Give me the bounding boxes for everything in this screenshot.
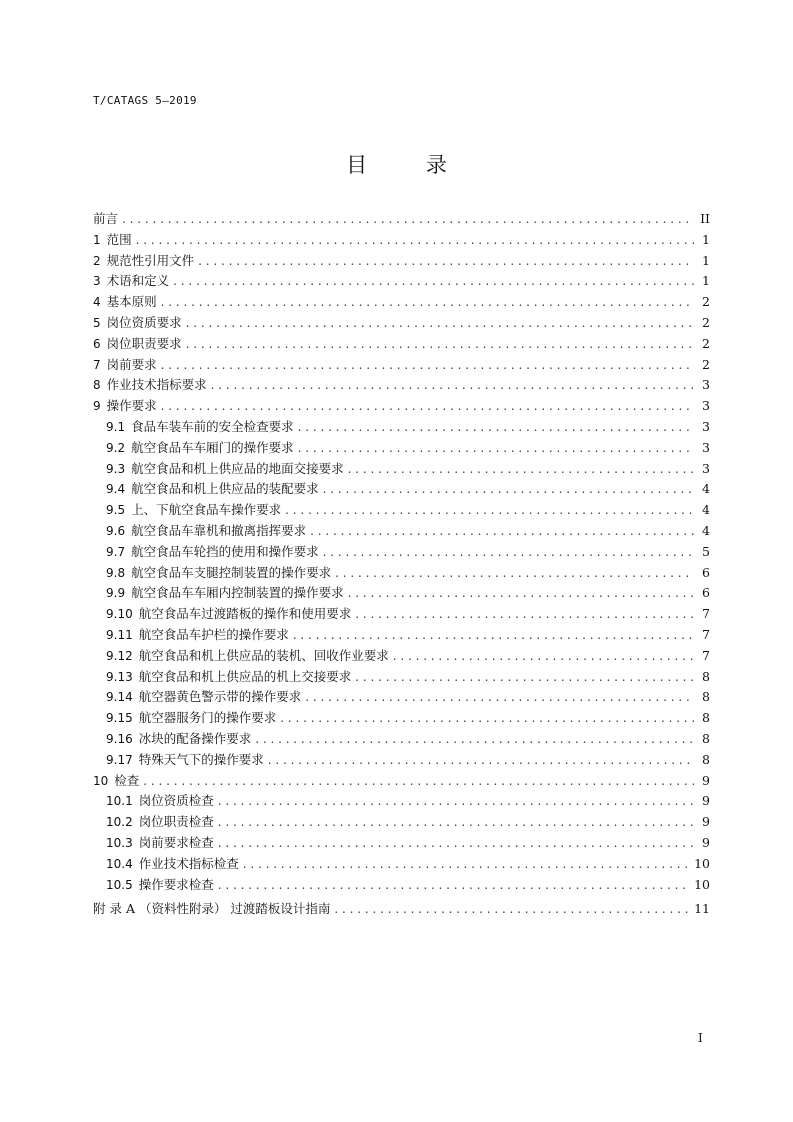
toc-entry[interactable]: [93, 646, 710, 667]
toc-entry-number: 9.8: [106, 565, 126, 580]
toc-dot-leader: [293, 625, 694, 646]
toc-dot-leader: [280, 708, 694, 729]
toc-entry-label: 食品车装车前的安全检查要求: [131, 418, 294, 434]
toc-entry-number: 10.5: [106, 877, 133, 892]
toc-entry-label: 航空食品和机上供应品的地面交接要求: [131, 460, 344, 476]
toc-entry[interactable]: [93, 313, 710, 334]
toc-entry[interactable]: [93, 521, 710, 542]
toc-dot-leader: [335, 563, 694, 584]
toc-dot-leader: [298, 438, 694, 459]
toc-dot-leader: [173, 271, 694, 292]
toc-entry-label: 航空食品和机上供应品的装配要求: [131, 481, 319, 497]
toc-appendix-label: 附 录 A （资料性附录） 过渡踏板设计指南: [93, 901, 331, 917]
toc-dot-leader: [122, 209, 694, 230]
toc-entry[interactable]: [93, 667, 710, 688]
toc-entry-label: 作业技术指标检查: [138, 855, 239, 871]
toc-dot-leader: [218, 791, 694, 812]
toc-entry-number: 9.6: [106, 523, 126, 538]
toc-entry-number: 4: [93, 295, 101, 310]
toc-entry-page: 4: [702, 481, 710, 497]
toc-entry[interactable]: [93, 209, 710, 230]
toc-entry-number: 9.12: [106, 648, 133, 663]
toc-entry-label: 基本原则: [106, 294, 157, 310]
toc-entry-page: 8: [702, 710, 710, 726]
toc-entry-number: 9.7: [106, 544, 126, 559]
table-of-contents: [93, 209, 710, 920]
toc-entry-label: 岗位职责要求: [106, 335, 182, 351]
toc-entry-page: 4: [702, 502, 710, 518]
toc-entry-label: 航空食品车车厢门的操作要求: [131, 439, 294, 455]
toc-entry-label: 航空食品和机上供应品的装机、回收作业要求: [138, 647, 389, 663]
toc-entry-page: 2: [702, 356, 710, 372]
toc-entry[interactable]: [93, 750, 710, 771]
toc-entry[interactable]: [93, 500, 710, 521]
toc-entry[interactable]: [93, 833, 710, 854]
toc-entry-number: 10.1: [106, 794, 133, 809]
toc-entry-page: 2: [702, 314, 710, 330]
toc-entry[interactable]: [93, 563, 710, 584]
toc-dot-leader: [393, 646, 694, 667]
toc-entry-page: 1: [702, 252, 710, 268]
toc-entry-label: 操作要求: [106, 398, 157, 414]
toc-entry-number: 9.2: [106, 440, 126, 455]
toc-entry-label: 航空器黄色警示带的操作要求: [138, 689, 302, 705]
toc-entry-number: 9: [93, 399, 101, 414]
toc-entry-page: 9: [702, 793, 710, 809]
toc-entry-page: 6: [702, 585, 710, 601]
toc-entry-label: 岗位资质检查: [138, 793, 214, 809]
toc-entry-page: 7: [702, 626, 710, 642]
toc-dot-leader: [136, 230, 694, 251]
toc-entry-page: 9: [702, 814, 710, 830]
toc-entry-number: 1: [93, 232, 101, 247]
toc-entry-number: 9.9: [106, 586, 126, 601]
toc-entry[interactable]: [93, 251, 710, 272]
toc-dot-leader: [211, 375, 694, 396]
toc-entry-page: 9: [702, 834, 710, 850]
toc-entry-page: 1: [702, 231, 710, 247]
toc-entry-page: 9: [702, 772, 710, 788]
toc-entry-label: 航空食品和机上供应品的机上交接要求: [138, 668, 352, 684]
toc-dot-leader: [305, 687, 694, 708]
toc-entry-number: 9.10: [106, 607, 133, 622]
toc-entry[interactable]: [93, 854, 710, 875]
toc-dot-leader: [285, 500, 694, 521]
toc-entry[interactable]: [93, 459, 710, 480]
toc-entry-number: 8: [93, 378, 101, 393]
toc-entry[interactable]: [93, 729, 710, 750]
toc-dot-leader: [323, 479, 694, 500]
toc-entry-number: 10: [93, 773, 109, 788]
document-header: T/CATAGS 5—2019: [93, 94, 197, 107]
toc-entry-number: 10.2: [106, 815, 133, 830]
toc-entry-label: 术语和定义: [106, 273, 170, 289]
toc-entry[interactable]: [93, 875, 710, 896]
toc-entry-label: 岗位职责检查: [138, 814, 214, 830]
toc-entry-number: 5: [93, 315, 101, 330]
toc-entry-number: 9.16: [106, 731, 133, 746]
toc-entry-label: 操作要求检查: [138, 876, 214, 892]
toc-entry-page: 2: [702, 335, 710, 351]
toc-entry-label: 航空食品车护栏的操作要求: [138, 626, 289, 642]
toc-entry-page: 4: [702, 522, 710, 538]
toc-entry-page: 5: [702, 543, 710, 559]
toc-entry-page: 3: [702, 398, 710, 414]
toc-entry-label: 前言: [93, 211, 119, 226]
toc-entry[interactable]: [93, 355, 710, 376]
toc-entry[interactable]: [93, 542, 710, 563]
toc-dot-leader: [161, 355, 694, 376]
toc-entry-label: 岗前要求: [106, 356, 157, 372]
toc-entry[interactable]: [93, 438, 710, 459]
toc-entry[interactable]: [93, 375, 710, 396]
toc-entry-label: 岗前要求检查: [138, 834, 214, 850]
toc-entry-number: 9.14: [106, 690, 133, 705]
toc-entry[interactable]: [93, 230, 710, 251]
toc-entry-label: 航空食品车靠机和撤离指挥要求: [131, 522, 307, 538]
toc-entry-label: 上、下航空食品车操作要求: [131, 502, 282, 518]
toc-entry-page: 10: [694, 855, 710, 871]
toc-entry-page: 8: [702, 751, 710, 767]
toc-dot-leader: [323, 542, 694, 563]
toc-entry-page: 3: [702, 377, 710, 393]
toc-entry-number: 7: [93, 357, 101, 372]
toc-entry-number: 9.1: [106, 419, 126, 434]
toc-entry[interactable]: [93, 812, 710, 833]
toc-entry-page: 2: [702, 294, 710, 310]
toc-entry-page: 6: [702, 564, 710, 580]
toc-dot-leader: [186, 313, 694, 334]
toc-entry[interactable]: [93, 292, 710, 313]
toc-entry-number: 9.13: [106, 669, 133, 684]
toc-entry-page: 3: [702, 439, 710, 455]
toc-entry-label: 特殊天气下的操作要求: [138, 751, 264, 767]
toc-entry-page: 10: [694, 876, 710, 892]
toc-entry[interactable]: [93, 687, 710, 708]
toc-dot-leader: [348, 459, 694, 480]
toc-entry-page: 8: [702, 689, 710, 705]
toc-entry-page: 7: [702, 647, 710, 663]
toc-dot-leader: [255, 729, 694, 750]
toc-entry-page: 7: [702, 606, 710, 622]
toc-entry-label: 航空食品车车厢内控制装置的操作要求: [131, 585, 344, 601]
toc-entry-number: 9.15: [106, 711, 133, 726]
toc-dot-leader: [161, 292, 694, 313]
toc-dot-leader: [143, 771, 694, 792]
toc-dot-leader: [310, 521, 694, 542]
toc-entry-label: 航空食品车轮挡的使用和操作要求: [131, 543, 319, 559]
toc-entry[interactable]: [93, 417, 710, 438]
toc-entry-label: 检查: [114, 772, 140, 788]
toc-dot-leader: [348, 583, 694, 604]
toc-entry-number: 10.4: [106, 856, 133, 871]
toc-entry-number: 6: [93, 336, 101, 351]
toc-entry-number: 2: [93, 253, 101, 268]
toc-entry[interactable]: [93, 479, 710, 500]
toc-dot-leader: [298, 417, 694, 438]
toc-dot-leader: [243, 854, 690, 875]
toc-entry-number: 9.4: [106, 482, 126, 497]
toc-entry[interactable]: [93, 791, 710, 812]
toc-dot-leader: [186, 334, 694, 355]
toc-dot-leader: [334, 899, 690, 920]
toc-entry-label: 航空食品车支腿控制装置的操作要求: [131, 564, 332, 580]
toc-entry[interactable]: [93, 271, 710, 292]
toc-entry-label: 航空器服务门的操作要求: [138, 710, 277, 726]
toc-entry[interactable]: [93, 334, 710, 355]
toc-appendix-page: 11: [694, 901, 710, 917]
toc-entry-page: 1: [702, 273, 710, 289]
toc-dot-leader: [218, 833, 694, 854]
toc-entry-page: 8: [702, 668, 710, 684]
toc-entry-number: 9.3: [106, 461, 126, 476]
toc-dot-leader: [268, 750, 694, 771]
toc-entry-label: 航空食品车过渡踏板的操作和使用要求: [138, 606, 352, 622]
toc-dot-leader: [198, 251, 694, 272]
toc-entry-label: 岗位资质要求: [106, 314, 182, 330]
toc-entry-page: 3: [702, 418, 710, 434]
toc-entry-number: 9.11: [106, 627, 133, 642]
toc-entry[interactable]: [93, 604, 710, 625]
toc-entry-page: 3: [702, 460, 710, 476]
toc-entry-label: 冰块的配备操作要求: [138, 730, 252, 746]
toc-entry-number: 3: [93, 274, 101, 289]
toc-entry-page: 8: [702, 730, 710, 746]
toc-entry-number: 10.3: [106, 835, 133, 850]
toc-appendix-entry[interactable]: [93, 899, 710, 920]
toc-entry-number: 9.17: [106, 752, 133, 767]
toc-entry[interactable]: [93, 396, 710, 417]
toc-entry[interactable]: [93, 583, 710, 604]
toc-entry[interactable]: [93, 625, 710, 646]
page-number: I: [698, 1031, 703, 1045]
toc-dot-leader: [218, 875, 690, 896]
toc-dot-leader: [218, 812, 694, 833]
toc-entry[interactable]: [93, 708, 710, 729]
toc-entry-number: 9.5: [106, 503, 126, 518]
toc-dot-leader: [355, 604, 694, 625]
toc-dot-leader: [355, 667, 694, 688]
toc-entry-label: 作业技术指标要求: [106, 377, 207, 393]
toc-dot-leader: [161, 396, 694, 417]
toc-entry-label: 范围: [106, 231, 132, 247]
page-title: 目 录: [346, 153, 473, 177]
toc-entry-label: 规范性引用文件: [106, 252, 195, 268]
toc-entry[interactable]: [93, 771, 710, 792]
toc-entry-page: II: [700, 211, 710, 226]
